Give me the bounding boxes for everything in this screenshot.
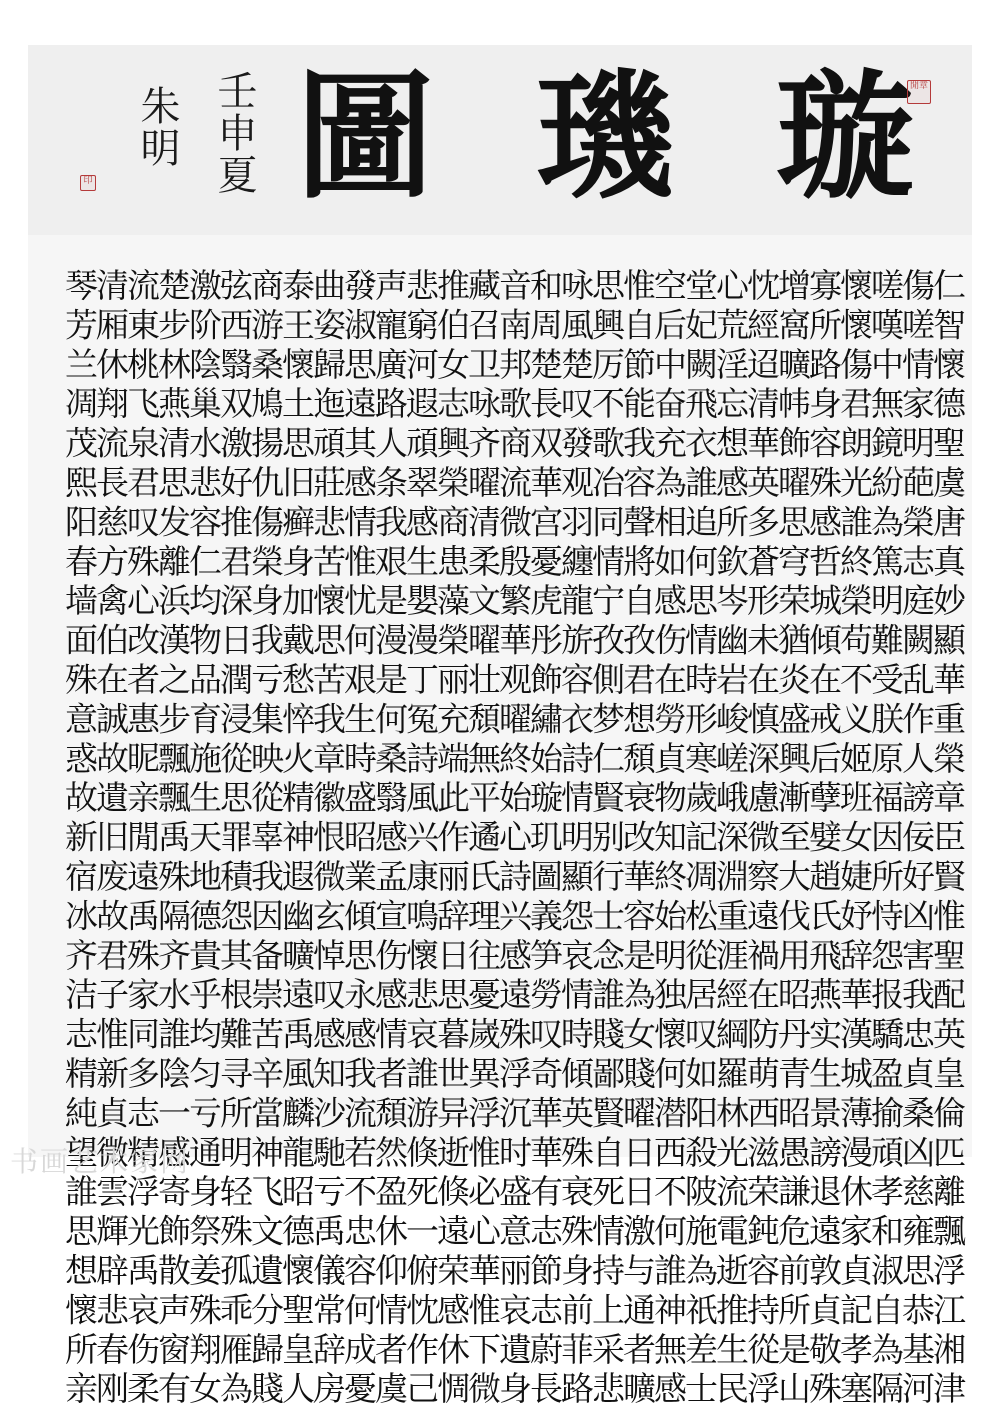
poem-column: 惟自節能我容聲將自孜君想頹衰改華容是為女賤曜日日激与通者曠 <box>618 268 657 1411</box>
poem-column: 楚步林燕清思发離浜漢之步飄飄禹殊隔齐水誰陰一感寄飾散声窗有 <box>153 268 192 1411</box>
poem-column: 激阶陰巢水悲容仁均物品育施生天地德貴乎均匀亏通身祭姜殊翔女 <box>184 268 223 1411</box>
title-char-2: 璣 <box>535 55 674 218</box>
poem-column: 心荒淫忘想感所欽岑幽岩峻嵯峨深淵重涯經綱羅林光流電逝推生民 <box>711 268 750 1411</box>
poem-column: 仁智懷德聖虞唐真妙顯華重榮章臣賢惟聖配英皇倫匹離飄浮江湘津 <box>928 268 967 1411</box>
poem-column: 嗟嘆中無鏡紛為篤明難受朕原福因所恃怨报驕盈揄頑孝和淑自為隔 <box>866 268 905 1411</box>
poem-column: 弦西翳双激好推君深日潤浸從思罪積怨其根難寻所明轻殊孤乖雁為 <box>215 268 254 1411</box>
poem-column: 空后中奋充為相如感伤在勞貞物知終始明独懷何潜西不何誰神無感 <box>649 268 688 1411</box>
poem-column: 發淑思遠其感情惟忧何艰生時盛昭業傾思永感我流若不忠容何成憂 <box>339 268 378 1411</box>
watermark-text: 书画艺术家网 <box>10 1145 191 1178</box>
poem-column: 懷懷傷君朗光誰終榮苟不义姬班女婕妤辞華漢城薄漫休家貞記孝塞 <box>835 268 874 1411</box>
poem-column: 流東桃飞泉君叹殊心改者惠昵亲閒遠禹殊家同多志精浮光禹哀伤柔 <box>122 268 161 1411</box>
artist-seal: 印 <box>80 175 96 191</box>
poem-column: 咏風楚叹發观羽纏龍旂容衣詩情明顯怨哀情時傾英殊衰殊身前菲路 <box>556 268 595 1411</box>
poem-column: 商游桑鳩揚仇傷榮身我亏集映從辜我因备崇苦辛當神飞文遺分歸賤 <box>246 268 285 1411</box>
inscription-signature: 朱明 <box>134 85 180 169</box>
poem-column: 和周楚長双華宫憂虎彤飾繡始璇玑圖義笋勞叹奇華華有志節志蔚長 <box>525 268 564 1411</box>
poem-column: 清厢休翔流長慈方禽伯在誠故遺旧废故君子惟新貞微雲輝辟悲春刚 <box>91 268 130 1411</box>
title-char-3: 圖 <box>295 55 434 218</box>
poem-column: 思興厉不歌冶同情宁孜側梦仁賢别行士念誰賤鄙賢自死情持上采悲 <box>587 268 626 1411</box>
poem-column: 声寵廣路人条我艰是漫是何桑翳感孟宣伤感情者頹然盈休仰情者虞 <box>370 268 409 1411</box>
poem-column: 寡所路身容殊感哲城傾在戒后孽嬖趙氏飛燕实生景謗退遠敦貞敬殊 <box>804 268 843 1411</box>
poem-column: 藏召卫咏齐曜清柔文曜壮頹無平遹氏理往憂嵗異浮惟必心華惟下微 <box>463 268 502 1411</box>
inscription-date: 壬申夏 <box>211 70 257 196</box>
poem-column: 琴芳兰凋茂熙阳春墙面殊意惑故新宿冰齐洁志精純望誰思想懷所亲 <box>60 268 99 1411</box>
leading-seal: 閒章 <box>907 80 931 104</box>
title-char-1: 璇 <box>775 55 914 218</box>
poem-column: 推伯女志興榮商患藻榮丽充端此作丽辞日思暮世异逝倏遠荣感休惆 <box>432 268 471 1411</box>
poem-column: 忱經迢清華英多蒼形未在慎深慮微察遠禍在防萌西滋荣鈍容持從浮 <box>742 268 781 1411</box>
poem-column: 增窩曠帏飾曜思穹荣猶炎盛興漸至大伐用昭丹青昭愚謙危前所是山 <box>773 268 812 1411</box>
poem-column: 傷嗟情家明葩榮志庭闕乱作人謗佞好凶害我忠貞桑凶慈雍思恭基河 <box>897 268 936 1411</box>
poem-column: 音南邦歌商流微殷繁華观曜終始心詩兴感遠殊浮沉时盛意丽哀遺身 <box>494 268 533 1411</box>
poem-column: 堂妃闕飛衣誰追何思情時形寒歲記凋松從居叹如阳殺陂施為祇差士 <box>680 268 719 1411</box>
poem-column: 泰王懷土思旧癣身加戴愁悴火精神遐幽曠遠禹風麟龍昭德懷聖皇人 <box>277 268 316 1411</box>
poem-column: 曲姿歸迤頑莊悲苦懷思苦我章徽恨微玄悼叹感知沙馳亏禹儀常辞房 <box>308 268 347 1411</box>
poem-column: 悲窮河遐頑翠感生嬰漫丁冤詩風兴康鳴懷悲哀誰游倏死一俯忱作己 <box>401 268 440 1411</box>
